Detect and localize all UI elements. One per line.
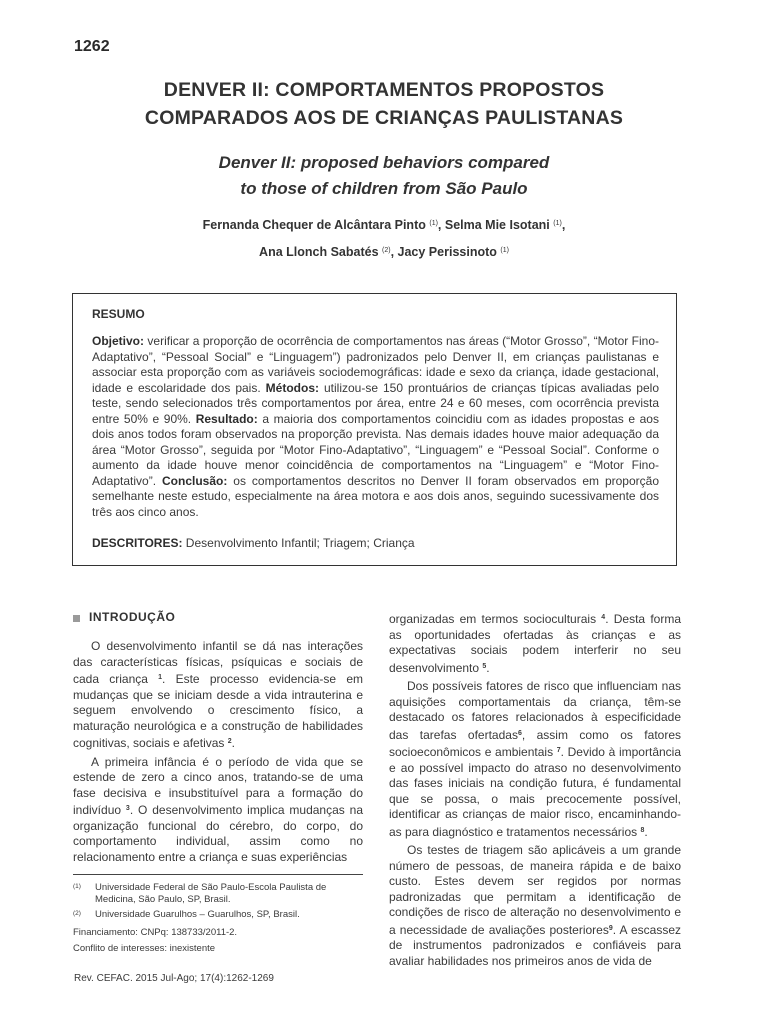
citation-ref: 4 (601, 614, 606, 621)
paragraph (389, 610, 681, 676)
citation-ref: 2 (227, 738, 232, 745)
keywords-label: DESCRITORES: (92, 536, 183, 550)
citation-ref: 9 (608, 924, 613, 932)
keywords (92, 536, 659, 552)
citation-ref: 8 (640, 826, 645, 834)
author-separator: , (390, 245, 398, 259)
text-run: . (644, 824, 648, 839)
paragraph (73, 639, 363, 752)
result-text: a maioria dos comportamentos coincidiu com as idades propostas e aos dois anos todos foram observados na proporção prevista. Nas demais idades houve maior adequação da área “Motor Grosso”, seguida por “Motor Fino-Adaptativo”, “Linguagem” e “Pessoal Social”. Conforme o aumento da idade houve menor coincidência de comportamentos na “Linguagem” e “Motor Fino-Adaptativo”. (92, 411, 659, 488)
paragraph (389, 843, 681, 969)
author-line (60, 211, 708, 238)
footnote-text: Universidade Guarulhos – Guarulhos, SP, Brasil. (95, 909, 300, 920)
paragraph (73, 755, 363, 866)
conclusion-text: os comportamentos descritos no Denver II foram observados em proporção semelhante neste estudo, especialmente na área motora e aos dois anos, seguindo sucessivamente dos três aos cinco anos. (92, 473, 660, 519)
page-number: 1262 (74, 38, 110, 55)
footnotes (73, 882, 363, 959)
footnote-mark: (1) (73, 883, 81, 890)
title-line: COMPARADOS AOS DE CRIANÇAS PAULISTANAS (144, 107, 624, 129)
objective-label: Objetivo: (92, 334, 145, 348)
author-affiliation: (1) (500, 247, 509, 254)
text-run: Os testes de triagem são aplicáveis a um grande número de pessoas, de maneira rápida e de baixo custo. Estes devem ser regidos por normas padronizadas que permitam a identificação de condições de risco de alteração no desenvolvimento e a necessidade de avaliações posteriores (389, 843, 681, 937)
author-name: Ana Llonch Sabatés (259, 245, 379, 259)
footnote-mark: (2) (73, 910, 81, 917)
abstract-heading: RESUMO (92, 307, 145, 321)
result-label: Resultado: (195, 411, 258, 426)
text-run: , assim como os fatores socioeconômicos e ambientais (389, 727, 681, 759)
methods-text: utilizou-se 150 prontuários de crianças típicas avaliadas pelo teste, sendo selecionados três comportamentos por área, entre 24 e 60 meses, com ocorrência prevista entre 50% e 90%. (92, 380, 659, 426)
text-run: . A escassez de instrumentos padronizados e confiáveis para avaliar habilidades nos primeiros anos de vida de (389, 922, 681, 968)
citation-ref: 5 (482, 662, 487, 670)
text-run: . Desta forma as oportunidades ofertadas às crianças e as expectativas sociais podem interferir no seu desenvolvimento (389, 612, 681, 675)
conflict-note: Conflito de interesses: inexistente (73, 943, 216, 954)
abstract-text (92, 334, 659, 520)
subtitle-line: to those of children from São Paulo (240, 179, 528, 198)
citation-ref: 1 (158, 674, 163, 681)
left-column (73, 610, 363, 865)
author-line (60, 238, 708, 265)
citation-ref: 3 (125, 805, 130, 812)
text-run: . (486, 660, 490, 675)
objective-text: verificar a proporção de ocorrência de comportamentos nas áreas (“Motor Grosso”, “Motor Fino-Adaptativo”, “Pessoal Social” e “Linguagem”) padronizados pelo Denver II, em crianças paulistanas e associar esta proporção com as variáveis sociodemográficas: idade e sexo da criança, idade gestacional, idade e escolaridade dos pais. (92, 334, 659, 395)
author-name: Fernanda Chequer de Alcântara Pinto (202, 218, 426, 232)
text-run: . O desenvolvimento implica mudanças na organização funcional do cérebro, do corpo, do comportamento individual, assim como no relacionamento entre a criança e suas experiências (73, 803, 363, 864)
section-heading (73, 610, 363, 626)
text-run: . Este processo evidencia-se em mudanças que se iniciam desde a vida intrauterina e seguem envolvendo o crescimento físico, a maturação neurológica e a construção de habilidades cognitivas, sociais e afetivas (73, 672, 363, 750)
subtitle-line: Denver II: proposed behaviors compared (218, 153, 550, 172)
title-line: DENVER II: COMPORTAMENTOS PROPOSTOS (163, 79, 605, 101)
right-column (389, 610, 681, 969)
funding-note: Financiamento: CNPq: 138733/2011-2. (73, 927, 238, 938)
author-separator: , (561, 218, 566, 232)
author-separator: , (437, 218, 445, 232)
author-affiliation: (2) (382, 247, 391, 254)
author-affiliation: (1) (553, 220, 562, 227)
footnote-text: Universidade Federal de São Paulo-Escola Paulista de Medicina, São Paulo, SP, Brasil. (95, 882, 327, 905)
text-run: O desenvolvimento infantil se dá nas interações das características físicas, psíquicas e sociais de cada criança (73, 639, 363, 686)
methods-label: Métodos: (265, 380, 319, 395)
keywords-text: Desenvolvimento Infantil; Triagem; Criança (182, 536, 415, 550)
article-subtitle (60, 150, 708, 202)
conclusion-label: Conclusão: (162, 473, 228, 488)
text-run: . Devido à importância e ao possível impacto do atraso no desenvolvimento das fases iniciais na condição futura, é fundamental que se possa, o mais precocemente possível, identificar as crianças de maior risco, encaminhando-as para diagnóstico e tratamentos necessários (389, 745, 682, 839)
text-run: organizadas em termos socioculturais (389, 612, 602, 626)
citation-ref: 6 (517, 729, 522, 737)
author-affiliation: (1) (429, 220, 438, 227)
footnote (73, 909, 363, 921)
paragraph (389, 679, 681, 840)
author-list (60, 211, 708, 265)
text-run: . (231, 736, 235, 750)
text-run: A primeira infância é o período de vida que se estende de zero a cinco anos, tratando-se de uma fase decisiva e insubstituível para a formação do indivíduo (73, 754, 363, 817)
abstract-box (72, 293, 677, 566)
author-name: Jacy Perissinoto (397, 245, 497, 259)
citation-ref: 7 (556, 747, 561, 754)
section-heading-text: INTRODUÇÃO (89, 610, 176, 625)
footnote-divider (73, 874, 363, 875)
article-title (60, 76, 708, 132)
square-bullet-icon (73, 615, 80, 622)
text-run: Dos possíveis fatores de risco que influenciam nas aquisições comportamentais da criança, têm-se destacado os fatores relacionados à especificidade das tarefas ofertadas (389, 679, 681, 742)
journal-citation: Rev. CEFAC. 2015 Jul-Ago; 17(4):1262-1269 (74, 973, 274, 984)
footnote (73, 882, 363, 906)
author-name: Selma Mie Isotani (444, 218, 550, 232)
